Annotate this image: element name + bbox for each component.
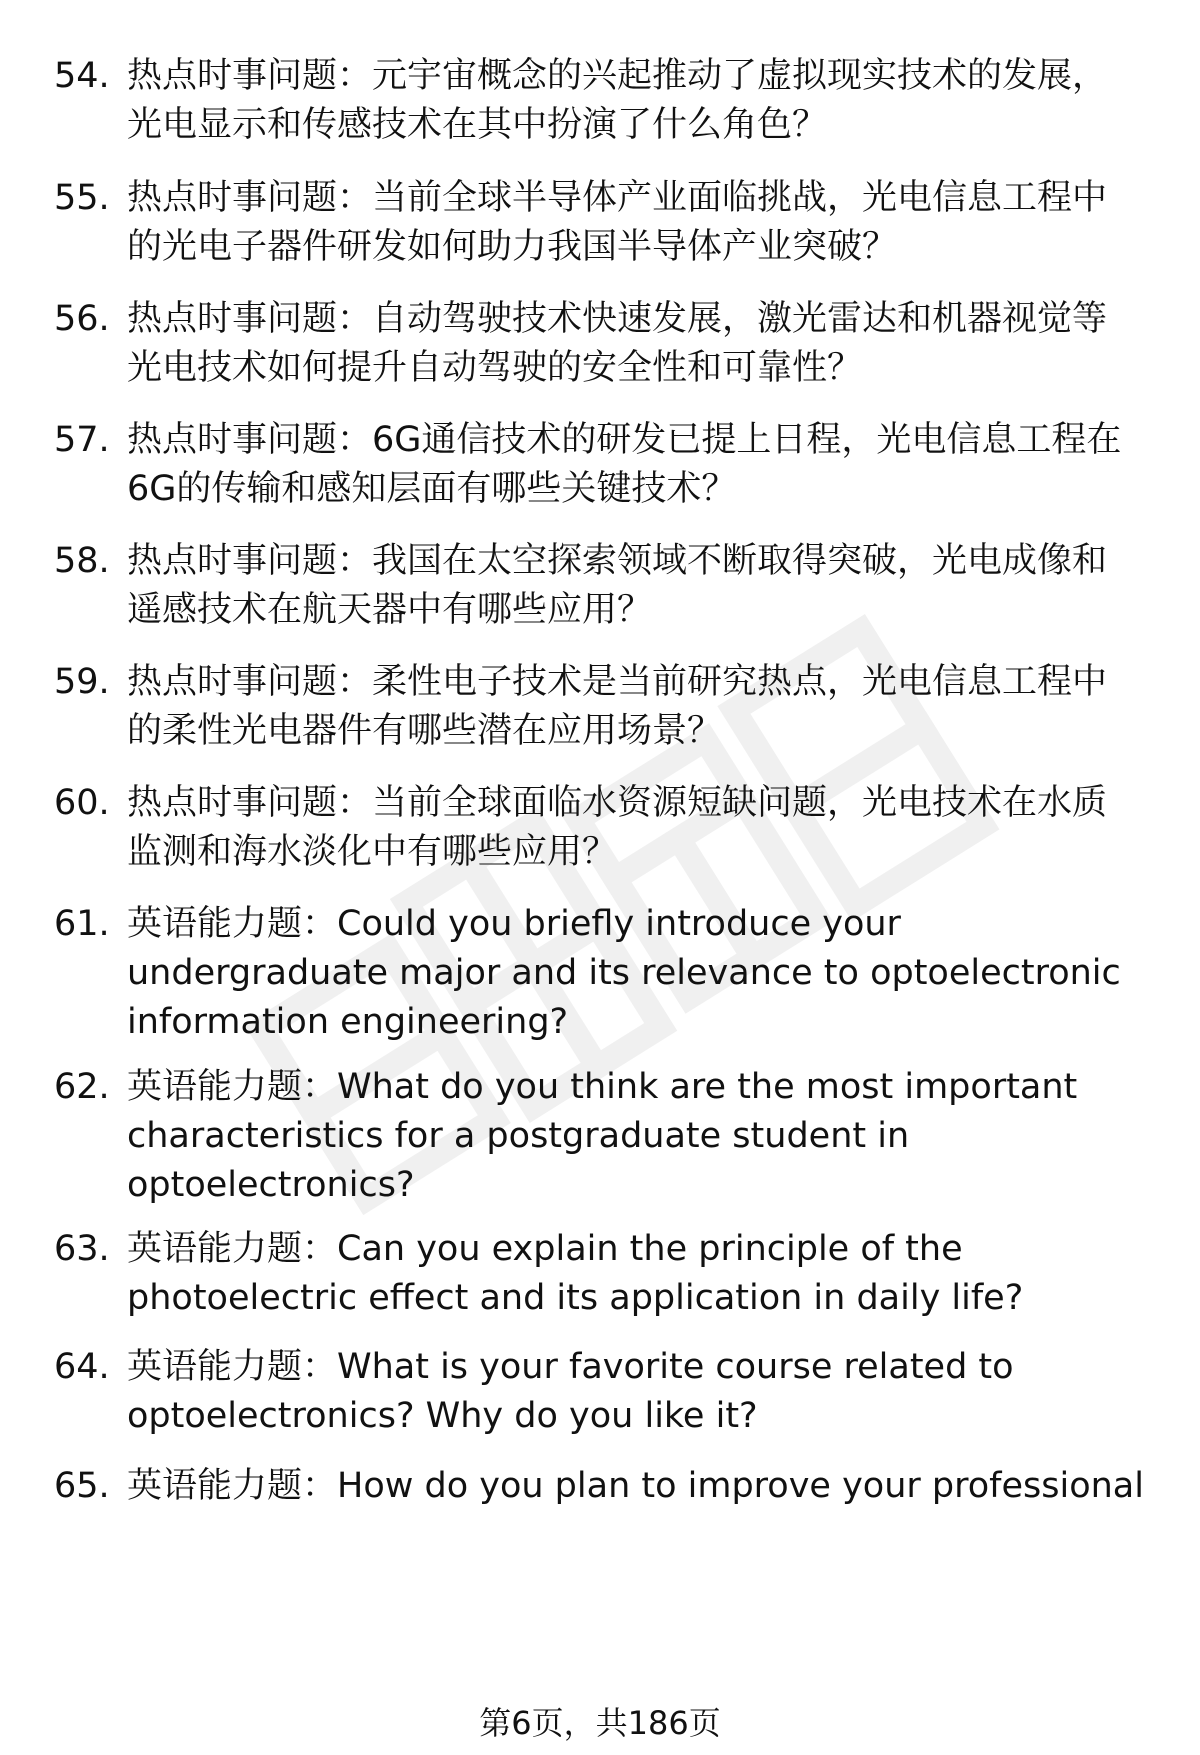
- question-line: undergraduate major and its relevance to optoelectronic: [127, 953, 1121, 993]
- question-line: 的柔性光电器件有哪些潜在应用场景？: [127, 711, 723, 751]
- question-number: 57.: [54, 420, 110, 460]
- question-line: optoelectronics? Why do you like it?: [127, 1396, 758, 1436]
- question-text: [127, 900, 1177, 1047]
- question-text: [127, 52, 1177, 150]
- question-line: 热点时事问题：自动驾驶技术快速发展，激光雷达和机器视觉等: [127, 299, 1108, 339]
- question-number: 56.: [54, 299, 110, 339]
- question-text: [127, 658, 1177, 756]
- question-number: 59.: [54, 662, 110, 702]
- question-text: [127, 174, 1177, 272]
- question-number: 62.: [54, 1067, 110, 1107]
- question-line: 英语能力题：Could you briefly introduce your: [127, 904, 901, 944]
- question-number: 63.: [54, 1229, 110, 1269]
- question-line: 遥感技术在航天器中有哪些应用？: [127, 590, 653, 630]
- question-text: [127, 537, 1177, 635]
- question-line: 英语能力题：Can you explain the principle of the: [127, 1229, 963, 1269]
- question-text: [127, 779, 1177, 877]
- question-text: [127, 295, 1177, 393]
- question-line: 的光电子器件研发如何助力我国半导体产业突破？: [127, 227, 898, 267]
- question-number: 55.: [54, 178, 110, 218]
- question-line: photoelectric effect and its application in daily life?: [127, 1278, 1024, 1318]
- question-line: characteristics for a postgraduate student in: [127, 1116, 910, 1156]
- page-number: 第6页，共186页: [479, 1704, 721, 1742]
- question-number: 65.: [54, 1466, 110, 1506]
- question-number: 61.: [54, 904, 110, 944]
- question-line: 热点时事问题：当前全球面临水资源短缺问题，光电技术在水质: [127, 783, 1108, 823]
- question-line: 热点时事问题：当前全球半导体产业面临挑战，光电信息工程中: [127, 178, 1108, 218]
- question-line: 6G的传输和感知层面有哪些关键技术？: [127, 469, 737, 509]
- question-line: 英语能力题：How do you plan to improve your professional: [127, 1466, 1144, 1506]
- question-line: 热点时事问题：6G通信技术的研发已提上日程，光电信息工程在: [127, 420, 1122, 460]
- question-line: 热点时事问题：柔性电子技术是当前研究热点，光电信息工程中: [127, 662, 1108, 702]
- question-text: [127, 1343, 1177, 1441]
- question-line: 英语能力题：What is your favorite course related to: [127, 1347, 1014, 1387]
- question-text: [127, 416, 1177, 514]
- question-number: 54.: [54, 56, 110, 96]
- question-number: 64.: [54, 1347, 110, 1387]
- question-text: [127, 1462, 1177, 1511]
- question-line: 热点时事问题：元宇宙概念的兴起推动了虚拟现实技术的发展，: [127, 56, 1108, 96]
- question-line: 光电技术如何提升自动驾驶的安全性和可靠性？: [127, 348, 863, 388]
- question-text: [127, 1225, 1177, 1323]
- question-text: [127, 1063, 1177, 1210]
- question-number: 60.: [54, 783, 110, 823]
- question-line: 光电显示和传感技术在其中扮演了什么角色？: [127, 105, 828, 145]
- question-line: 热点时事问题：我国在太空探索领域不断取得突破，光电成像和: [127, 541, 1108, 581]
- question-number: 58.: [54, 541, 110, 581]
- question-line: optoelectronics?: [127, 1165, 415, 1205]
- question-line: information engineering?: [127, 1002, 569, 1042]
- question-line: 英语能力题：What do you think are the most important: [127, 1067, 1078, 1107]
- question-line: 监测和海水淡化中有哪些应用？: [127, 832, 618, 872]
